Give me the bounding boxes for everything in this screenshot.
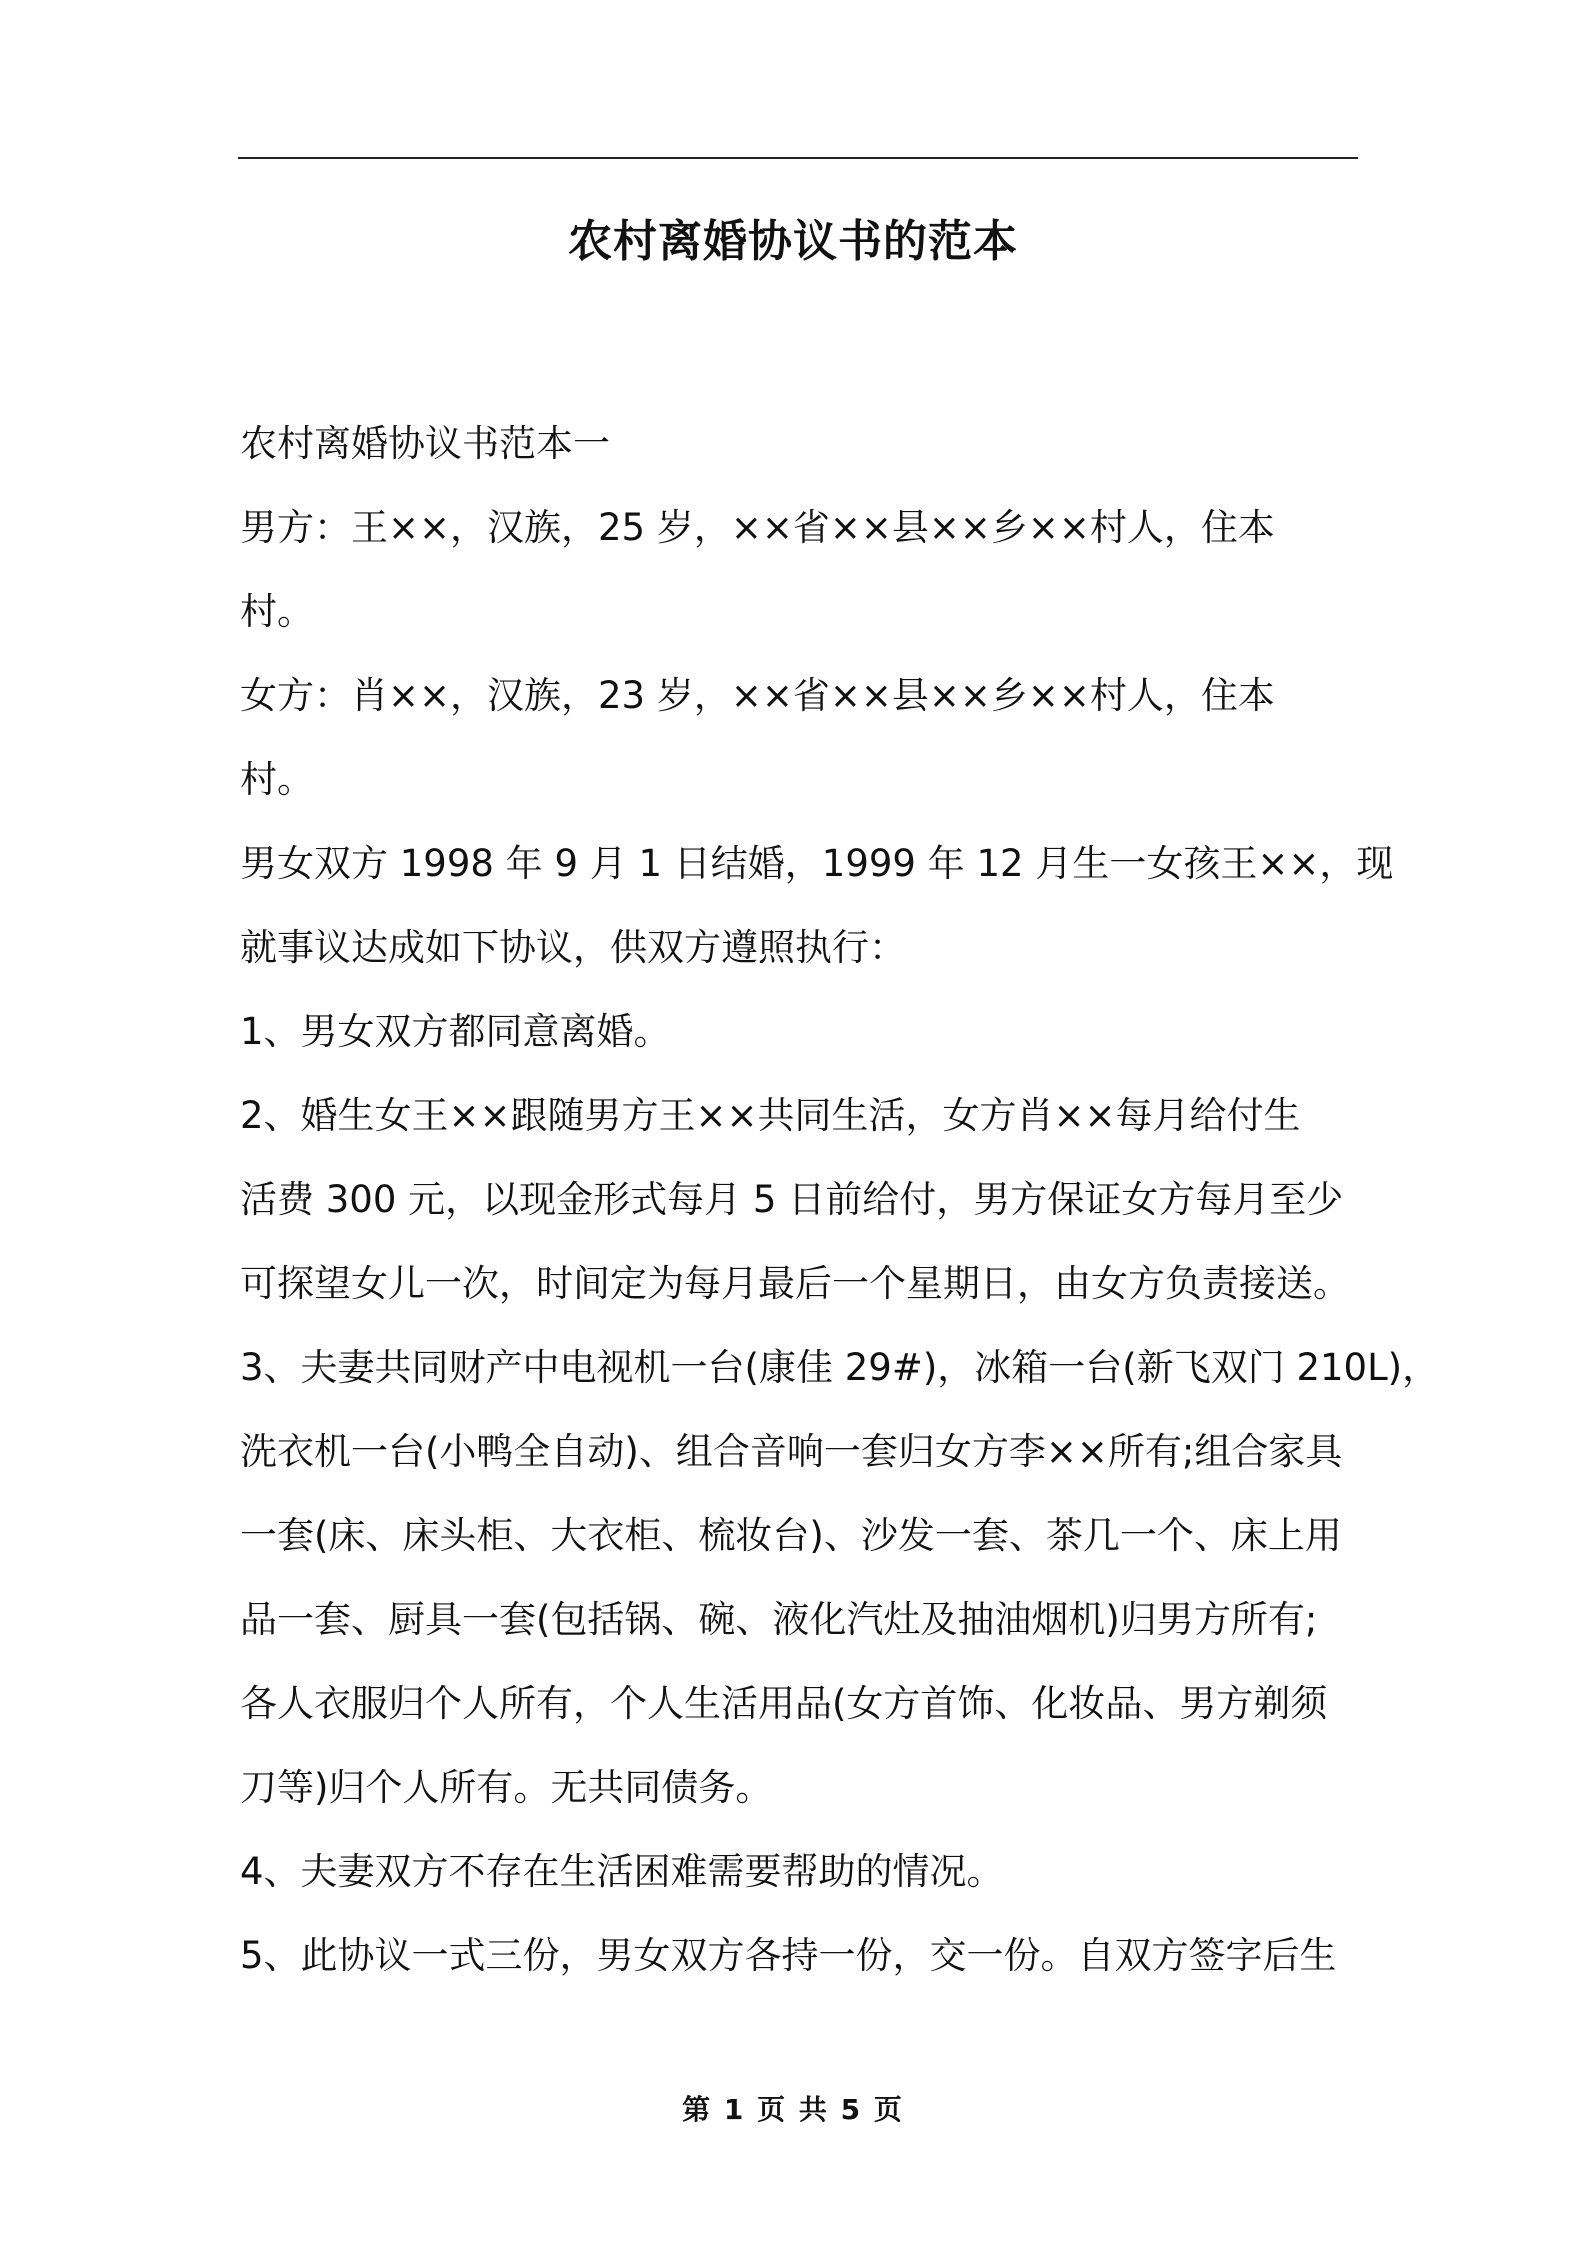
body-line: 1、男女双方都同意离婚。 [240,1010,671,1053]
body-line: 各人衣服归个人所有，个人生活用品(女方首饰、化妆品、男方剃须 [240,1682,1328,1725]
body-line: 一套(床、床头柜、大衣柜、梳妆台)、沙发一套、茶几一个、床上用 [240,1514,1342,1557]
body-line: 农村离婚协议书范本一 [240,422,610,465]
body-line: 女方：肖××，汉族，23 岁，××省××县××乡××村人，住本 [240,674,1275,717]
body-line: 刀等)归个人所有。无共同债务。 [240,1766,773,1809]
body-line: 村。 [240,758,314,801]
body-line: 3、夫妻共同财产中电视机一台(康佳 29#)，冰箱一台(新飞双门 210L)， [240,1346,1440,1389]
body-line: 2、婚生女王××跟随男方王××共同生活，女方肖××每月给付生 [240,1094,1301,1137]
body-line: 男女双方 1998 年 9 月 1 日结婚，1999 年 12 月生一女孩王××，现 [240,842,1394,885]
header-rule [238,157,1358,159]
body-line: 活费 300 元，以现金形式每月 5 日前给付，男方保证女方每月至少 [240,1178,1344,1221]
body-line: 品一套、厨具一套(包括锅、碗、液化汽灶及抽油烟机)归男方所有; [240,1598,1318,1641]
body-line: 可探望女儿一次，时间定为每月最后一个星期日，由女方负责接送。 [240,1262,1350,1305]
page-number: 第 1 页 共 5 页 [682,2093,904,2126]
document-title: 农村离婚协议书的范本 [568,216,1018,267]
body-line: 男方：王××，汉族，25 岁，××省××县××乡××村人，住本 [240,506,1275,549]
body-line: 4、夫妻双方不存在生活困难需要帮助的情况。 [240,1850,1004,1893]
document-body [240,402,1440,1998]
body-line: 就事议达成如下协议，供双方遵照执行： [240,926,906,969]
body-line: 村。 [240,590,314,633]
body-line: 洗衣机一台(小鸭全自动)、组合音响一套归女方李××所有;组合家具 [240,1430,1343,1473]
body-line: 5、此协议一式三份，男女双方各持一份，交一份。自双方签字后生 [240,1934,1337,1977]
